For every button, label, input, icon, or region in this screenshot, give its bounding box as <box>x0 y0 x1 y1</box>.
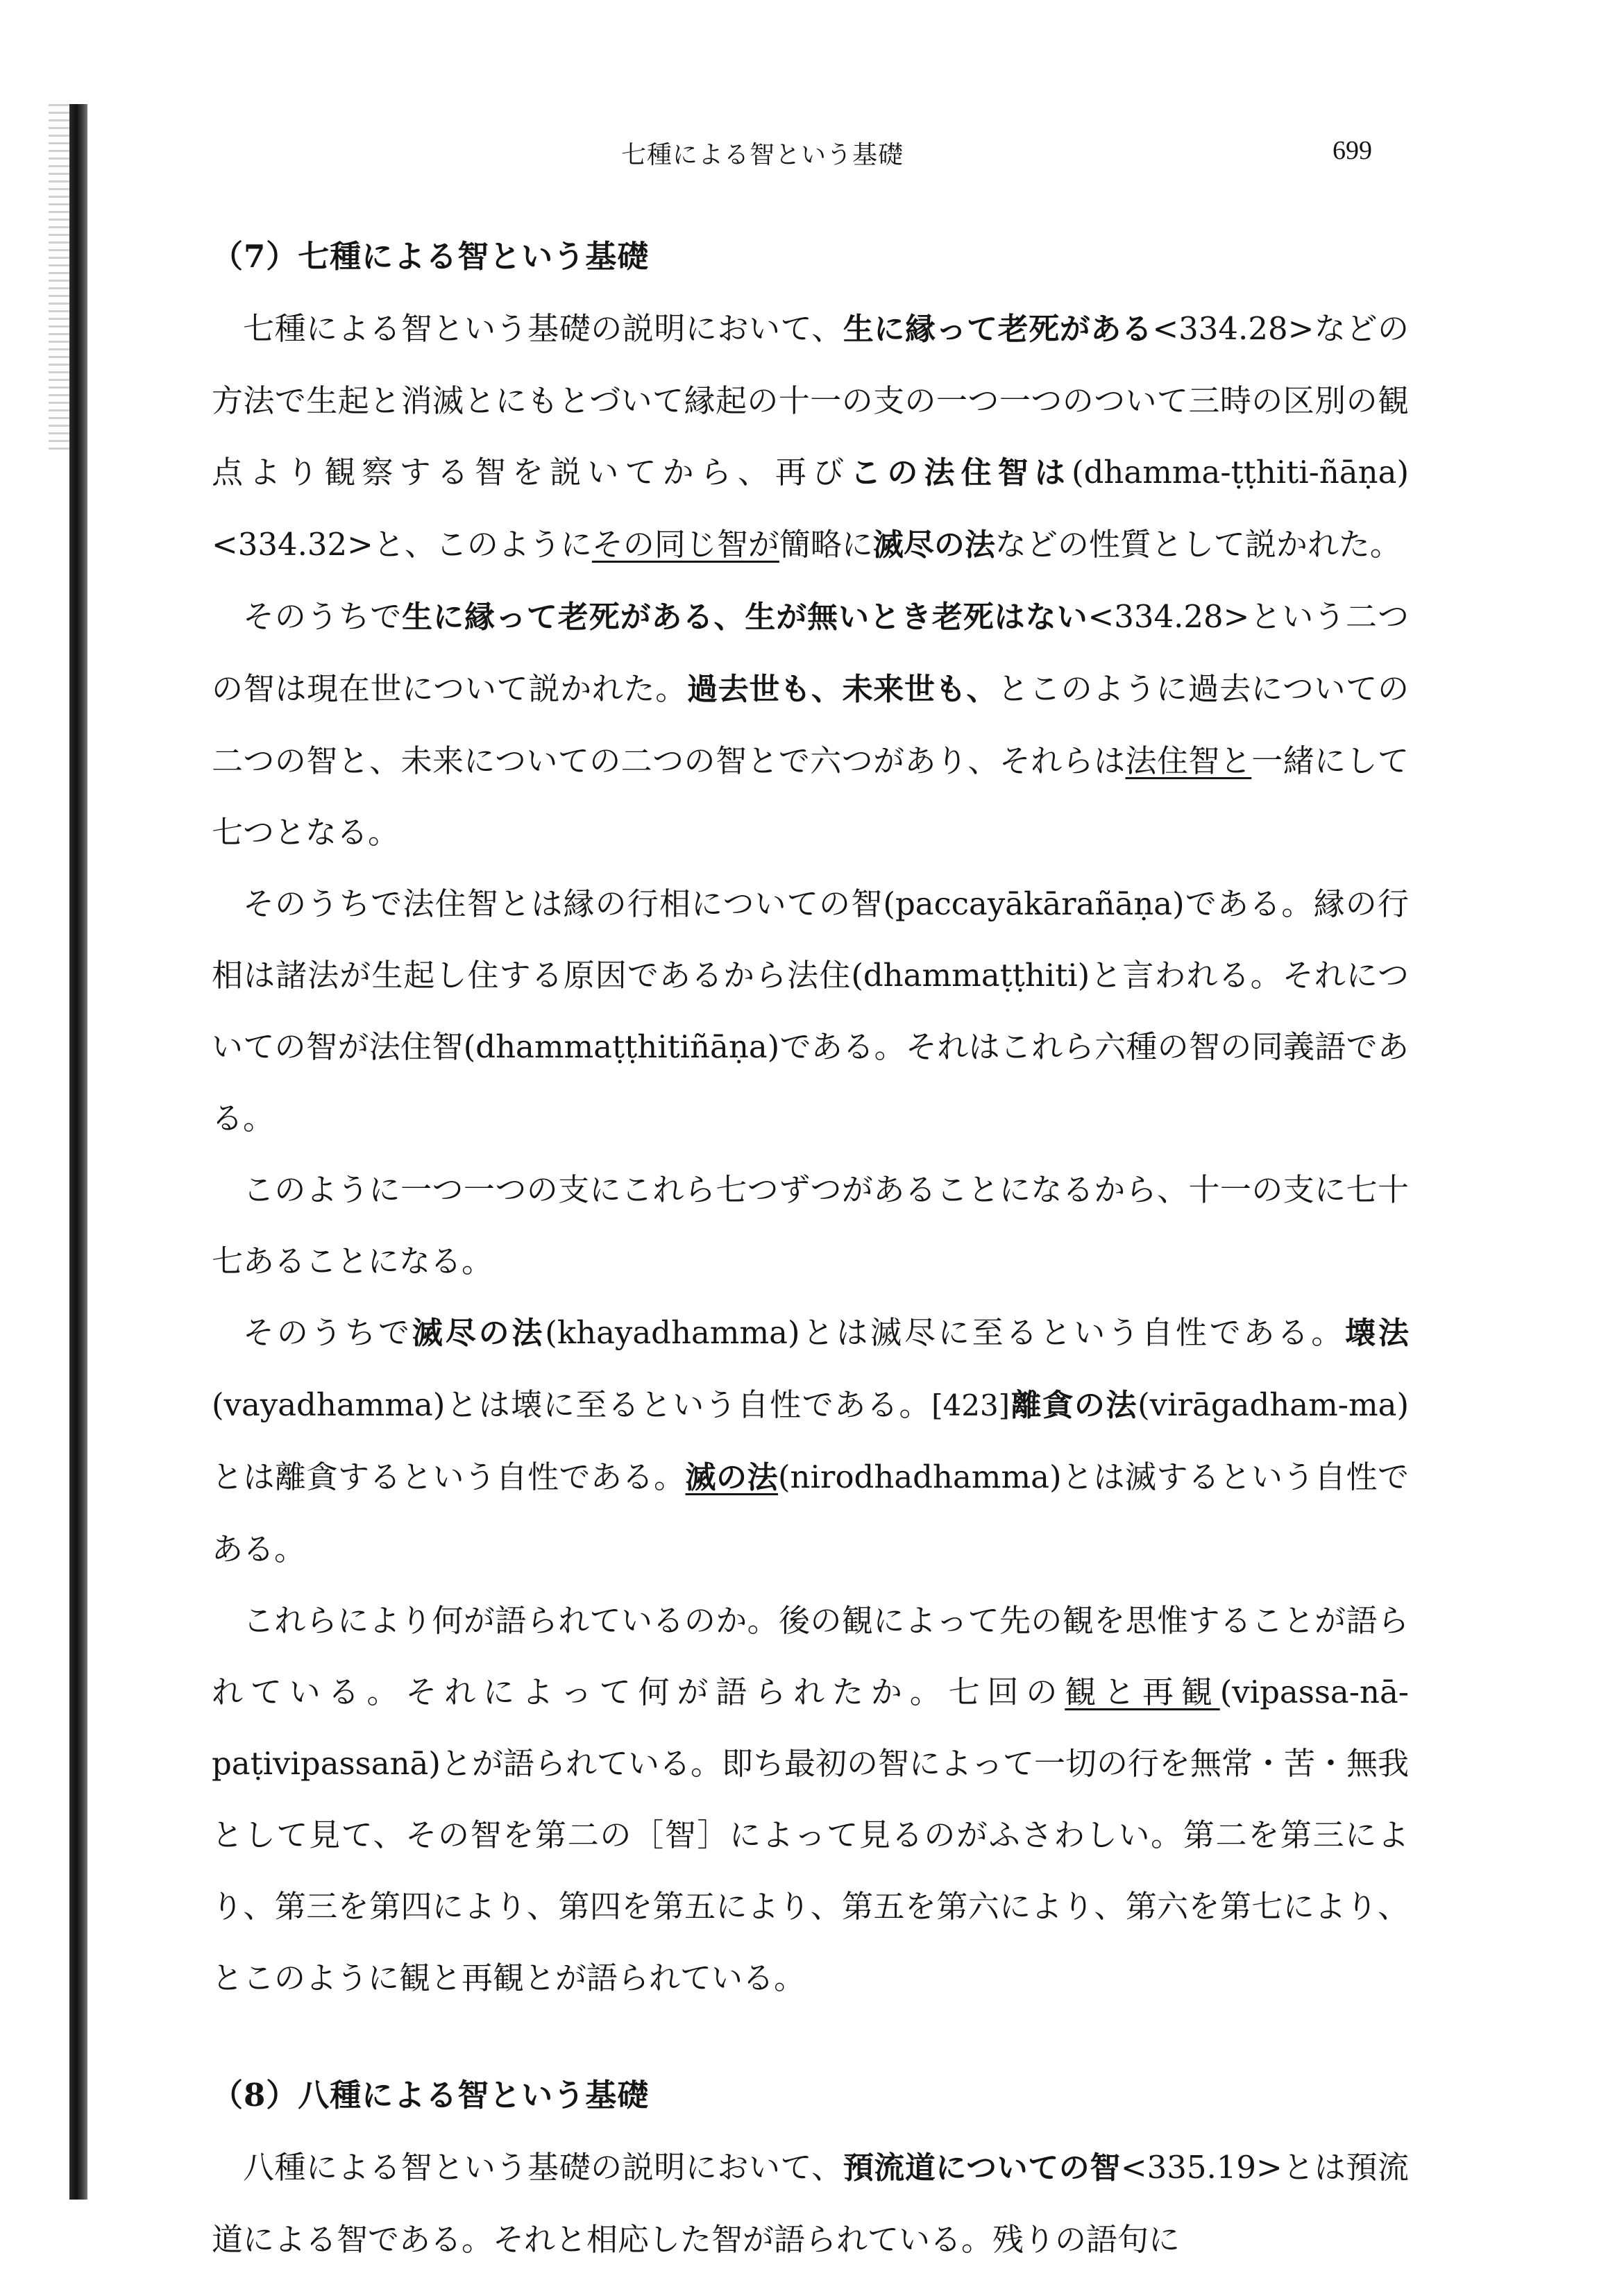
paragraph-8-1 <box>212 2132 1409 2275</box>
running-head-title: 七種による智という基礎 <box>621 141 904 169</box>
underlined-phrase: その同じ智が <box>591 526 779 563</box>
book-spine-shadow <box>69 104 87 2200</box>
text-run: (virāgadham-ma)とは離貪するという自性である。 <box>212 1386 1410 1495</box>
text-run: 簡略に <box>779 526 873 563</box>
underlined-phrase: 観と再観 <box>1065 1674 1220 1710</box>
section-heading-8: （8）八種による智という基礎 <box>212 2077 650 2114</box>
text-run: 一緒にして七つとなる。 <box>212 742 1409 851</box>
paragraph-7-2 <box>212 581 1409 868</box>
text-run: <334.28>などの方法で生起と消滅とにもとづいて縁起の十一の支の一つ一つのついて三時の区別の観点より観察する智を説いてから、再び <box>212 310 1410 491</box>
underlined-phrase: 法住智と <box>1125 742 1252 779</box>
running-head <box>0 135 1624 177</box>
bold-term: 預流道についての智 <box>843 2150 1121 2186</box>
paragraph-7-3: そのうちで法住智とは縁の行相についての智(paccayākārañāṇa)である。縁の行相は諸法が生起し住する原因であるから法住(dhammaṭṭhiti)と言われる。それについての智が法住智(dhammaṭṭhitiñāṇa)である。それはこれら六種の智の同義語である。 <box>212 885 1409 1137</box>
text-run: などの性質として説かれた。 <box>995 526 1401 563</box>
bold-term: 生に縁って老死がある <box>843 312 1153 347</box>
bold-term: 過去世も、未来世も、 <box>686 672 998 707</box>
text-run: (khayadhamma)とは滅尽に至るという自性である。 <box>545 1314 1346 1351</box>
page-number: 699 <box>1333 136 1372 165</box>
page-reference: [423] <box>931 1388 1010 1422</box>
paragraph-7-5 <box>212 1297 1409 1585</box>
text-run: 八種による智という基礎の説明において、 <box>243 2149 843 2186</box>
bold-term: 滅尽の法 <box>872 527 995 563</box>
text-run: (nirodhadhamma)とは滅するという自性である。 <box>212 1459 1409 1567</box>
text-run: 七種による智という基礎の説明において、 <box>243 310 843 347</box>
bold-term: 壊法 <box>1345 1316 1409 1351</box>
text-run: (dhamma-ṭṭhiti-ñāṇa)<334.32>と、このように <box>212 454 1409 563</box>
bold-term: 離貪の法 <box>1010 1388 1138 1423</box>
page-body <box>212 229 1409 2275</box>
bold-term: 生に縁って老死がある、生が無いとき老死はない <box>402 599 1088 635</box>
text-run: (vipassa-nā-paṭivipassanā)とが語られている。即ち最初の智によって一切の行を無常・苦・無我として見て、その智を第二の［智］によって見るのがふさわしい。第二を第三により、第三を第四により、第四を第五により、第五を第六により、第六を第七により、とこのように観と再観とが語られている。 <box>212 1674 1409 1996</box>
text-run: これらにより何が語られているのか。後の観によって先の観を思惟することが語られている。それによって何が語られたか。七回の <box>212 1602 1409 1710</box>
text-run: <335.19>とは預流道による智である。それと相応した智が語られている。残りの語句に <box>212 2149 1409 2258</box>
paragraph-7-4: このように一つ一つの支にこれら七つずつがあることになるから、十一の支に七十七あることになる。 <box>212 1171 1409 1279</box>
bold-term: この法住智は <box>850 455 1072 491</box>
bold-term: 滅尽の法 <box>412 1316 545 1351</box>
text-run: <334.28>という二つの智は現在世について説かれた。 <box>212 598 1409 707</box>
text-run: とこのように過去についての二つの智と、未来についての二つの智とで六つがあり、それらは <box>212 670 1410 779</box>
paragraph-7-6 <box>212 1585 1409 2014</box>
text-run: そのうちで <box>243 598 403 635</box>
text-run: (vayadhamma)とは壊に至るという自性である。 <box>212 1386 932 1423</box>
section-heading-7: （7）七種による智という基礎 <box>212 238 650 275</box>
text-run: そのうちで <box>243 1314 412 1351</box>
paragraph-7-1 <box>212 293 1409 581</box>
underlined-bold-term: 滅の法 <box>685 1460 778 1495</box>
